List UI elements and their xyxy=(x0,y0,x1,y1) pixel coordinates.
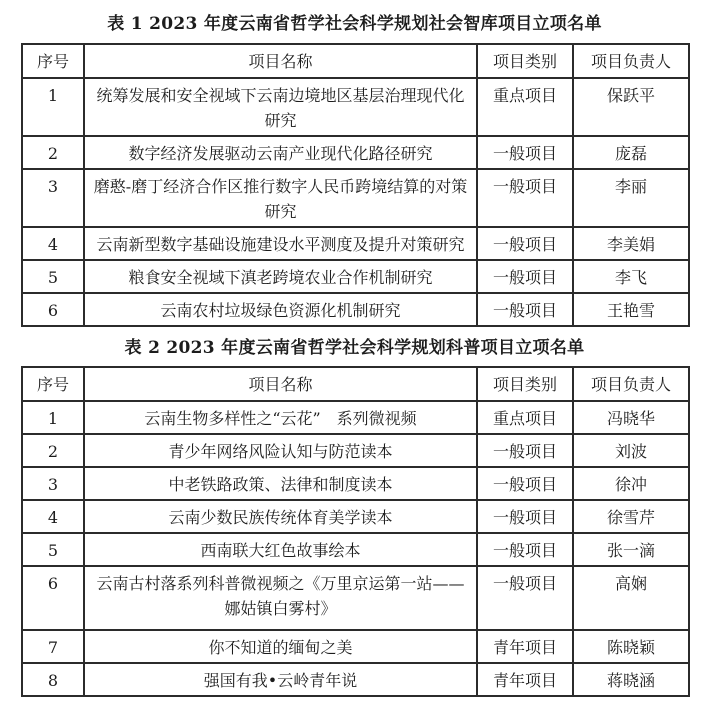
leader-cell: 冯晓华 xyxy=(573,401,689,434)
document-page xyxy=(0,13,688,697)
category-cell: 一般项目 xyxy=(477,136,573,169)
category-cell: 一般项目 xyxy=(477,500,573,533)
project-name-cell: 强国有我•云岭青年说 xyxy=(84,663,477,696)
table-row xyxy=(22,500,689,533)
leader-cell: 李飞 xyxy=(573,260,689,293)
category-cell: 一般项目 xyxy=(477,260,573,293)
project-name-cell: 云南新型数字基础设施建设水平测度及提升对策研究 xyxy=(84,227,477,260)
category-cell: 青年项目 xyxy=(477,630,573,663)
project-name-cell: 粮食安全视域下滇老跨境农业合作机制研究 xyxy=(84,260,477,293)
project-name-cell: 西南联大红色故事绘本 xyxy=(84,533,477,566)
table-row xyxy=(22,467,689,500)
category-cell: 青年项目 xyxy=(477,663,573,696)
row-no-cell: 1 xyxy=(22,78,84,136)
table-row xyxy=(22,533,689,566)
leader-cell: 陈晓颖 xyxy=(573,630,689,663)
table-row xyxy=(22,169,689,227)
table2-science-popularization-projects xyxy=(21,366,690,697)
column-header-leader: 项目负责人 xyxy=(573,44,689,78)
row-no-cell: 3 xyxy=(22,467,84,500)
table1-header-row xyxy=(22,44,689,78)
row-no-cell: 5 xyxy=(22,260,84,293)
row-no-cell: 8 xyxy=(22,663,84,696)
leader-cell: 保跃平 xyxy=(573,78,689,136)
column-header-category: 项目类别 xyxy=(477,44,573,78)
row-no-cell: 3 xyxy=(22,169,84,227)
project-name-cell: 云南古村落系列科普微视频之《万里京运第一站——娜姑镇白雾村》 xyxy=(84,566,477,630)
table2-title: 表 2 2023 年度云南省哲学社会科学规划科普项目立项名单 xyxy=(124,338,585,358)
row-no-cell: 4 xyxy=(22,227,84,260)
category-cell: 一般项目 xyxy=(477,467,573,500)
table2-header-row xyxy=(22,367,689,401)
table1-title: 表 1 2023 年度云南省哲学社会科学规划社会智库项目立项名单 xyxy=(107,14,602,34)
category-cell: 一般项目 xyxy=(477,293,573,326)
table-row xyxy=(22,78,689,136)
table-row xyxy=(22,434,689,467)
column-header-project-name: 项目名称 xyxy=(84,44,477,78)
table-row xyxy=(22,630,689,663)
project-name-cell: 统筹发展和安全视域下云南边境地区基层治理现代化研究 xyxy=(84,78,477,136)
row-no-cell: 2 xyxy=(22,434,84,467)
leader-cell: 李美娟 xyxy=(573,227,689,260)
project-name-cell: 云南生物多样性之“云花” 系列微视频 xyxy=(84,401,477,434)
column-header-no: 序号 xyxy=(22,44,84,78)
column-header-category: 项目类别 xyxy=(477,367,573,401)
column-header-no: 序号 xyxy=(22,367,84,401)
category-cell: 一般项目 xyxy=(477,434,573,467)
project-name-cell: 中老铁路政策、法律和制度读本 xyxy=(84,467,477,500)
leader-cell: 王艳雪 xyxy=(573,293,689,326)
leader-cell: 蒋晓涵 xyxy=(573,663,689,696)
table-row xyxy=(22,227,689,260)
column-header-leader: 项目负责人 xyxy=(573,367,689,401)
project-name-cell: 云南农村垃圾绿色资源化机制研究 xyxy=(84,293,477,326)
category-cell: 一般项目 xyxy=(477,566,573,630)
project-name-cell: 青少年网络风险认知与防范读本 xyxy=(84,434,477,467)
category-cell: 一般项目 xyxy=(477,533,573,566)
row-no-cell: 4 xyxy=(22,500,84,533)
table-row xyxy=(22,401,689,434)
project-name-cell: 磨憨-磨丁经济合作区推行数字人民币跨境结算的对策研究 xyxy=(84,169,477,227)
table-row xyxy=(22,260,689,293)
table1-think-tank-projects xyxy=(21,43,690,327)
category-cell: 一般项目 xyxy=(477,227,573,260)
row-no-cell: 1 xyxy=(22,401,84,434)
table-row xyxy=(22,566,689,630)
project-name-cell: 云南少数民族传统体育美学读本 xyxy=(84,500,477,533)
row-no-cell: 5 xyxy=(22,533,84,566)
row-no-cell: 2 xyxy=(22,136,84,169)
column-header-project-name: 项目名称 xyxy=(84,367,477,401)
table-row xyxy=(22,293,689,326)
category-cell: 重点项目 xyxy=(477,401,573,434)
leader-cell: 徐冲 xyxy=(573,467,689,500)
table-row xyxy=(22,663,689,696)
project-name-cell: 数字经济发展驱动云南产业现代化路径研究 xyxy=(84,136,477,169)
category-cell: 重点项目 xyxy=(477,78,573,136)
row-no-cell: 6 xyxy=(22,293,84,326)
leader-cell: 庞磊 xyxy=(573,136,689,169)
leader-cell: 李丽 xyxy=(573,169,689,227)
category-cell: 一般项目 xyxy=(477,169,573,227)
table-row xyxy=(22,136,689,169)
leader-cell: 徐雪芹 xyxy=(573,500,689,533)
leader-cell: 刘波 xyxy=(573,434,689,467)
project-name-cell: 你不知道的缅甸之美 xyxy=(84,630,477,663)
leader-cell: 张一滴 xyxy=(573,533,689,566)
row-no-cell: 7 xyxy=(22,630,84,663)
row-no-cell: 6 xyxy=(22,566,84,630)
leader-cell: 高娴 xyxy=(573,566,689,630)
